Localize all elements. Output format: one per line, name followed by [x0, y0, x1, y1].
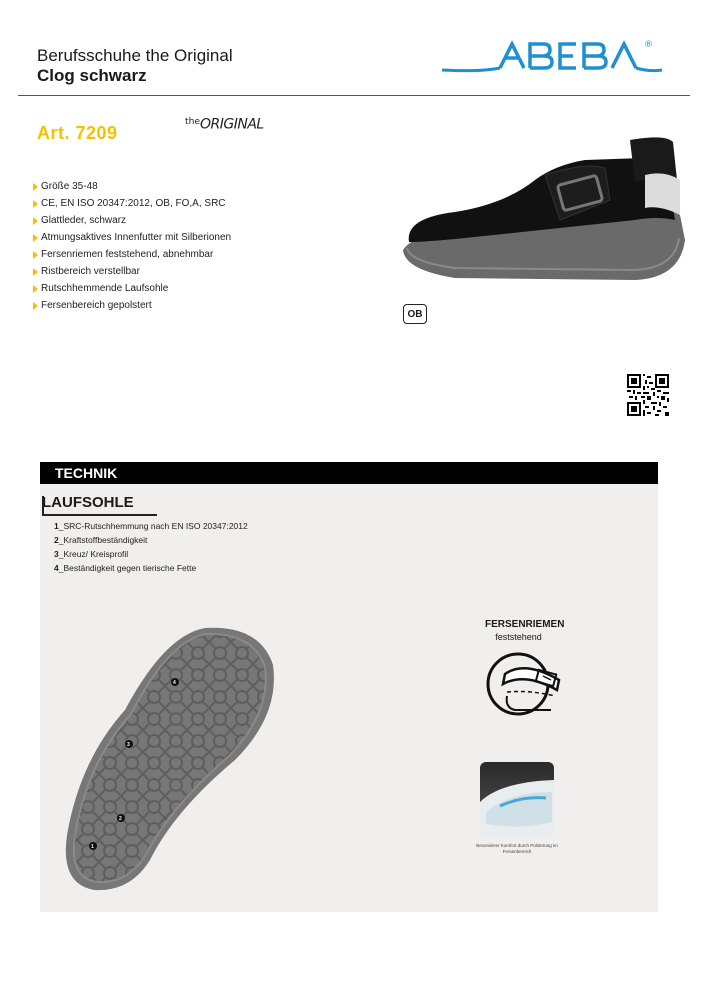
bullet-triangle-icon	[33, 268, 38, 276]
sole-feature-list	[54, 520, 248, 576]
technik-header: TECHNIK	[40, 462, 658, 484]
bullet-triangle-icon	[33, 200, 38, 208]
heel-strap-title: FERSENRIEMEN	[485, 619, 565, 630]
list-item: Rutschhemmende Laufsohle	[33, 282, 231, 299]
list-item: 2_Kraftstoffbeständigkeit	[54, 535, 148, 545]
list-item: Fersenriemen feststehend, abnehmbar	[33, 248, 231, 265]
laufsohle-heading: LAUFSOHLE	[42, 494, 134, 511]
original-brand: $^{the}$ORIGINAL	[185, 116, 264, 133]
heel-padding-photo	[480, 762, 554, 836]
bullet-triangle-icon	[33, 285, 38, 293]
list-item: Atmungsaktives Innenfutter mit Silberionen	[33, 231, 231, 248]
feature-list	[33, 180, 231, 316]
list-item: 3_Kreuz/ Kreisprofil	[54, 549, 129, 559]
photo-caption: Besonderer Komfort durch Polsterung im Fersenbereich	[476, 843, 558, 854]
ob-badge: OB	[403, 304, 427, 324]
list-item: Fersenbereich gepolstert	[33, 299, 231, 316]
svg-text:1: 1	[91, 844, 94, 850]
page-subtitle: Clog schwarz	[37, 66, 147, 85]
svg-text:®: ®	[644, 40, 653, 50]
header-divider	[18, 95, 690, 96]
list-item: Größe 35-48	[33, 180, 231, 197]
heel-strap-subtitle: feststehend	[495, 632, 542, 642]
heel-strap-icon	[485, 646, 565, 726]
outsole-image	[55, 620, 285, 900]
bullet-triangle-icon	[33, 234, 38, 242]
svg-text:3: 3	[127, 742, 130, 748]
bullet-triangle-icon	[33, 251, 38, 259]
abeba-logo	[440, 36, 665, 76]
bullet-triangle-icon	[33, 217, 38, 225]
clog-shoe-image	[395, 120, 695, 290]
list-item: 4_Beständigkeit gegen tierische Fette	[54, 563, 197, 573]
list-item: 1_SRC-Rutschhemmung nach EN ISO 20347:2012	[54, 521, 248, 531]
svg-text:4: 4	[173, 680, 176, 686]
bullet-triangle-icon	[33, 183, 38, 191]
svg-text:2: 2	[119, 816, 122, 822]
article-number: Art. 7209	[37, 123, 118, 143]
list-item: CE, EN ISO 20347:2012, OB, FO,A, SRC	[33, 197, 231, 214]
page-title: Berufsschuhe the Original	[37, 46, 233, 65]
list-item: Glattleder, schwarz	[33, 214, 231, 231]
qr-code-image[interactable]	[627, 374, 669, 416]
heading-underline	[42, 514, 157, 516]
list-item: Ristbereich verstellbar	[33, 265, 231, 282]
bullet-triangle-icon	[33, 302, 38, 310]
